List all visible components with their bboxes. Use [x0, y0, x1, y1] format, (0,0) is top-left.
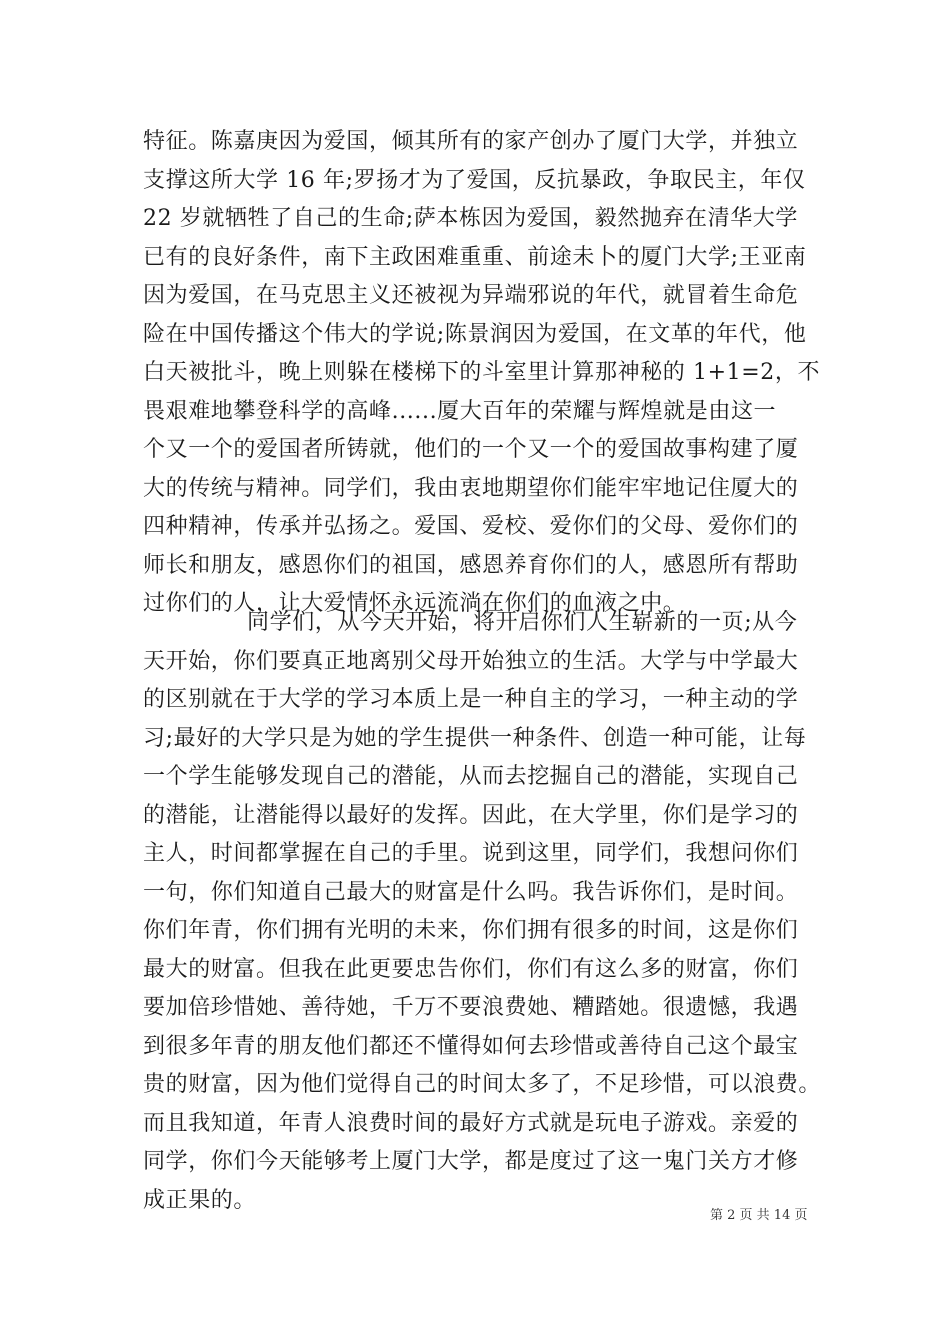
paragraph-line: 成正果的。 — [143, 1187, 257, 1213]
paragraph-line: 要加倍珍惜她、善待她，千万不要浪费她、糟踏她。很遗憾，我遇 — [143, 995, 799, 1020]
paragraph-line: 白天被批斗，晚上则躲在楼梯下的斗室里计算那神秘的 1+1=2，不 — [143, 360, 821, 385]
paragraph-line: 过你们的人，让大爱情怀永远流淌在你们的血液之中。 — [143, 591, 686, 616]
paragraph-line: 险在中国传播这个伟大的学说;陈景润因为爱国，在文革的年代，他 — [143, 321, 807, 347]
paragraph-line: 已有的良好条件，南下主政困难重重、前途未卜的厦门大学;王亚南 — [143, 244, 807, 270]
paragraph-line: 师长和朋友，感恩你们的祖国，感恩养育你们的人，感恩所有帮助 — [143, 552, 799, 578]
paragraph-line: 大的传统与精神。同学们，我由衷地期望你们能牢牢地记住厦大的 — [143, 475, 799, 501]
paragraph-line: 到很多年青的朋友他们都还不懂得如何去珍惜或善待自己这个最宝 — [143, 1033, 799, 1059]
paragraph-line: 一句，你们知道自己最大的财富是什么吗。我告诉你们，是时间。 — [143, 879, 799, 905]
paragraph-line: 的区别就在于大学的学习本质上是一种自主的学习，一种主动的学 — [143, 687, 799, 712]
paragraph-line: 贵的财富，因为他们觉得自己的时间太多了，不足珍惜，可以浪费。 — [143, 1072, 822, 1097]
paragraph-line: 最大的财富。但我在此更要忠告你们，你们有这么多的财富，你们 — [143, 956, 799, 982]
paragraph-line: 天开始，你们要真正地离别父母开始独立的生活。大学与中学最大 — [143, 648, 799, 674]
paragraph-line: 四种精神，传承并弘扬之。爱国、爱校、爱你们的父母、爱你们的 — [143, 514, 799, 539]
paragraph-2 — [143, 604, 823, 1220]
paragraph-line: 的潜能，让潜能得以最好的发挥。因此，在大学里，你们是学习的 — [143, 802, 799, 828]
paragraph-1 — [143, 123, 823, 624]
paragraph-first-line: 同学们，从今天开始，将开启你们人生崭新的一页;从今 — [247, 610, 798, 635]
paragraph-line: 特征。陈嘉庚因为爱国，倾其所有的家产创办了厦门大学，并独立 — [143, 129, 799, 154]
paragraph-line: 支撑这所大学 16 年;罗扬才为了爱国，反抗暴政，争取民主，年仅 — [143, 167, 806, 193]
paragraph-line: 同学，你们今天能够考上厦门大学，都是度过了这一鬼门关方才修 — [143, 1149, 799, 1174]
paragraph-line: 22 岁就牺牲了自己的生命;萨本栋因为爱国，毅然抛弃在清华大学 — [143, 206, 799, 231]
paragraph-line: 因为爱国，在马克思主义还被视为异端邪说的年代，就冒着生命危 — [143, 283, 799, 308]
paragraph-line: 主人，时间都掌握在自己的手里。说到这里，同学们，我想问你们 — [143, 841, 799, 866]
paragraph-line: 而且我知道，年青人浪费时间的最好方式就是玩电子游戏。亲爱的 — [143, 1110, 799, 1136]
paragraph-line: 习;最好的大学只是为她的学生提供一种条件、创造一种可能，让每 — [143, 725, 807, 751]
page-number: 第 2 页 共 14 页 — [710, 1208, 808, 1223]
paragraph-line: 一个学生能够发现自己的潜能，从而去挖掘自己的潜能，实现自己 — [143, 764, 799, 789]
paragraph-line: 个又一个的爱国者所铸就，他们的一个又一个的爱国故事构建了厦 — [143, 437, 799, 462]
paragraph-line: 你们年青，你们拥有光明的未来，你们拥有很多的时间，这是你们 — [143, 918, 799, 943]
paragraph-line: 畏艰难地攀登科学的高峰......厦大百年的荣耀与辉煌就是由这一 — [143, 398, 777, 424]
